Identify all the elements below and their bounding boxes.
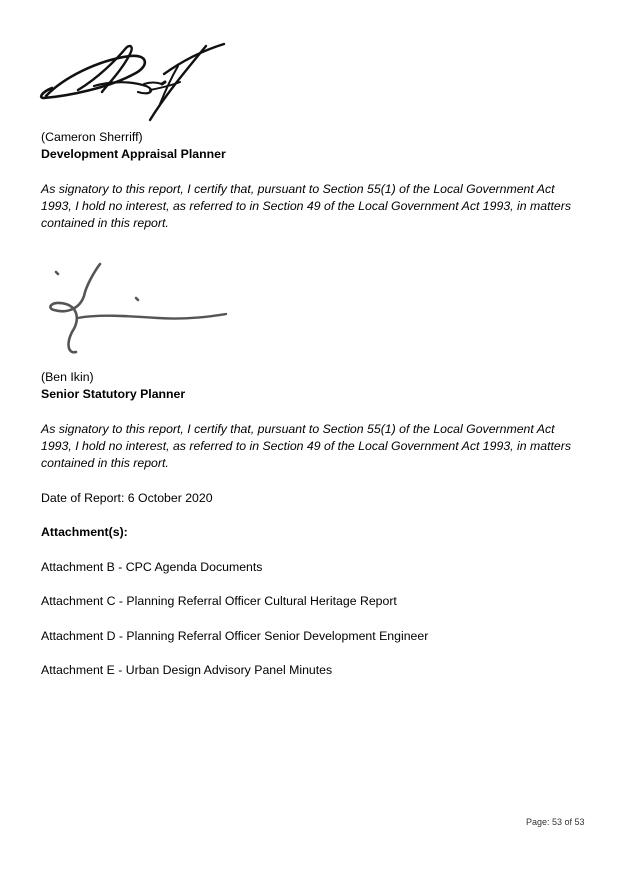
signature-cameron-sherriff <box>38 38 238 124</box>
attachments-heading: Attachment(s): <box>41 525 128 539</box>
handwritten-signature-2 <box>38 258 238 366</box>
page-number: Page: 53 of 53 <box>526 817 585 827</box>
signatory2-name: (Ben Ikin) <box>41 370 94 384</box>
signatory1-certification: As signatory to this report, I certify that, pursuant to Section 55(1) of the Local Government Act 1993, I hold no interest, as referred to in Section 49 of the Local Government Act 1993, in matters contained in this report. <box>41 182 571 230</box>
signatory1-title: Development Appraisal Planner <box>41 147 226 161</box>
attachment-item: Attachment C - Planning Referral Officer Cultural Heritage Report <box>41 594 397 608</box>
attachment-item: Attachment B - CPC Agenda Documents <box>41 560 263 574</box>
handwritten-signature-1 <box>38 38 238 124</box>
signatory2-certification: As signatory to this report, I certify that, pursuant to Section 55(1) of the Local Government Act 1993, I hold no interest, as referred to in Section 49 of the Local Government Act 1993, in matters contained in this report. <box>41 422 571 470</box>
date-of-report: Date of Report: 6 October 2020 <box>41 491 213 505</box>
signatory2-title: Senior Statutory Planner <box>41 387 186 401</box>
attachment-item: Attachment E - Urban Design Advisory Panel Minutes <box>41 663 333 677</box>
attachment-item: Attachment D - Planning Referral Officer Senior Development Engineer <box>41 629 429 643</box>
signatory1-name: (Cameron Sherriff) <box>41 130 143 144</box>
signature-ben-ikin <box>38 258 238 366</box>
